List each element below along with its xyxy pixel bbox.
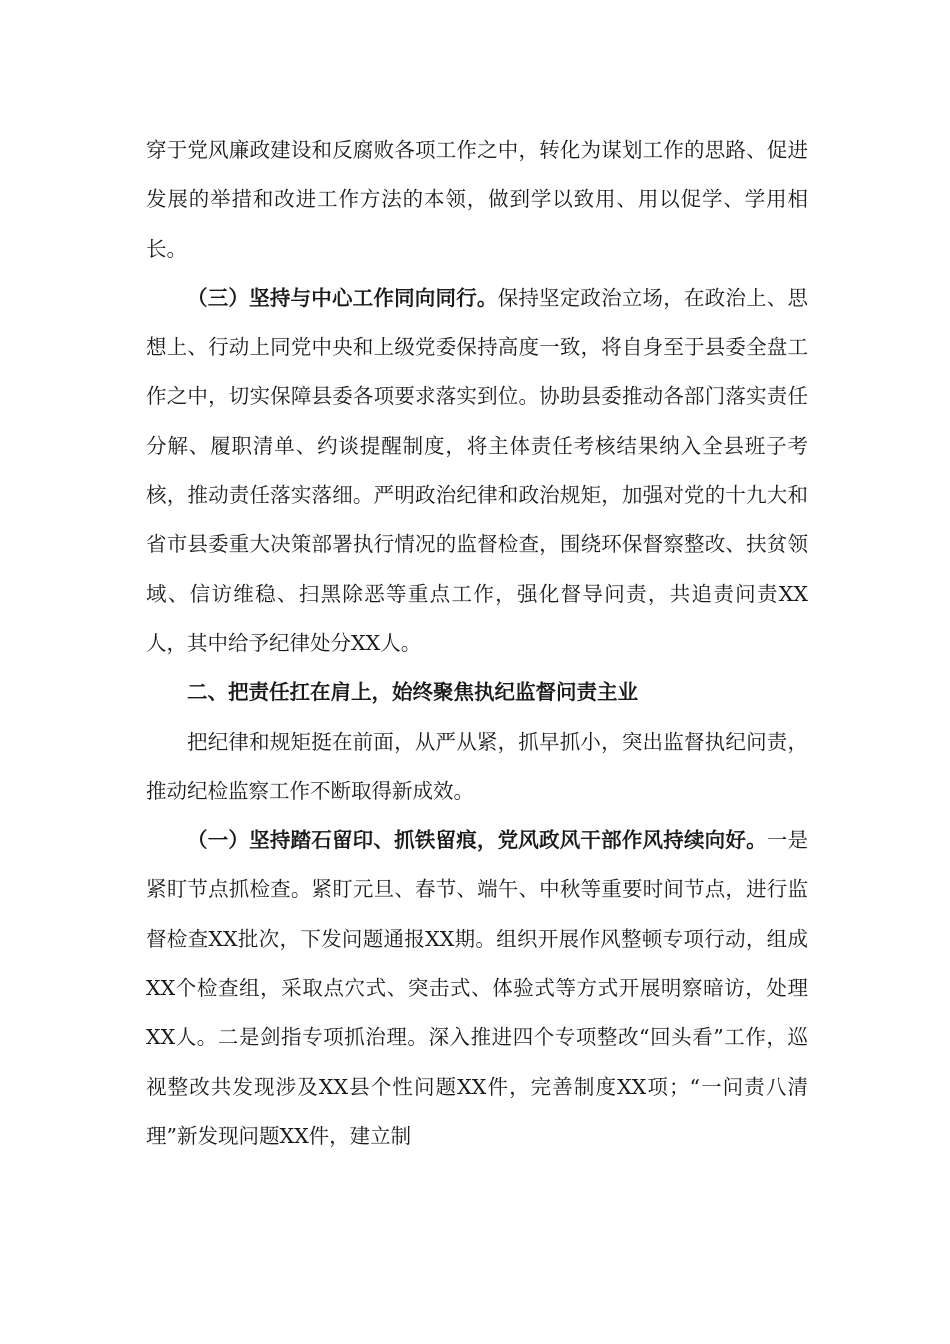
paragraph-text: 一是紧盯节点抓检查。紧盯元旦、春节、端午、中秋等重要时间节点，进行监督检查XX批次，下发问题通报XX期。组织开展作风整顿专项行动，组成XX个检查组，采取点穴式、突击式、体验式等方式开展明察暗访，处理XX人。二是剑指专项抓治理。深入推进四个专项整改“回头看”工作，巡视整改共发现涉及XX县个性问题XX件，完善制度XX项；“一问责八清理”新发现问题XX件，建立制 — [146, 828, 809, 1148]
section-heading-two — [146, 668, 808, 717]
paragraph-section-one — [146, 816, 808, 1161]
heading-text: 二、把责任扛在肩上，始终聚焦执纪监督问责主业 — [187, 680, 638, 705]
paragraph-text: 把纪律和规矩挺在前面，从严从紧，抓早抓小，突出监督执纪问责，推动纪检监察工作不断取得新成效。 — [146, 729, 808, 803]
paragraph-continuation — [146, 126, 808, 274]
paragraph-section-intro — [146, 718, 808, 817]
document-body — [146, 126, 808, 1161]
paragraph-section-three — [146, 274, 808, 668]
paragraph-lead-heading: （三）坚持与中心工作同向同行。 — [187, 285, 498, 310]
paragraph-text: 保持坚定政治立场，在政治上、思想上、行动上同党中央和上级党委保持高度一致，将自身至于县委全盘工作之中，切实保障县委各项要求落实到位。协助县委推动各部门落实责任分解、履职清单、约谈提醒制度，将主体责任考核结果纳入全县班子考核，推动责任落实落细。严明政治纪律和政治规矩，加强对党的十九大和省市县委重大决策部署执行情况的监督检查，围绕环保督察整改、扶贫领域、信访维稳、扫黑除恶等重点工作，强化督导问责，共追责问责XX人，其中给予纪律处分XX人。 — [146, 285, 809, 655]
paragraph-lead-heading: （一）坚持踏石留印、抓铁留痕，党风政风干部作风持续向好。 — [187, 828, 767, 853]
paragraph-text: 穿于党风廉政建设和反腐败各项工作之中，转化为谋划工作的思路、促进发展的举措和改进工作方法的本领，做到学以致用、用以促学、学用相长。 — [146, 138, 808, 261]
